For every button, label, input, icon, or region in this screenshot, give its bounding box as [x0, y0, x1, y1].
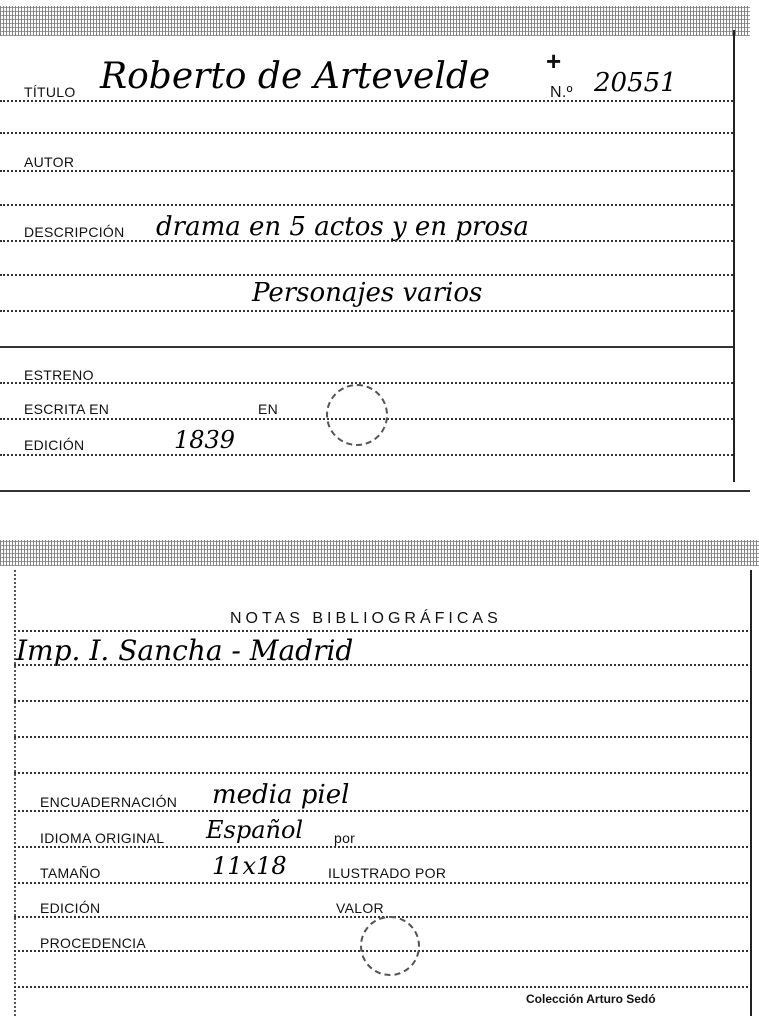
titulo-rule — [0, 100, 733, 102]
idioma-value: Español — [206, 816, 304, 844]
idioma-label: IDIOMA ORIGINAL — [40, 830, 165, 846]
notas-rule-3 — [14, 736, 748, 738]
notas-line1: Imp. I. Sancha - Madrid — [16, 634, 354, 667]
rule-7 — [0, 310, 733, 312]
catalog-card-front — [0, 0, 750, 492]
rule-4 — [0, 204, 733, 206]
numero-value: 20551 — [594, 68, 677, 98]
last-rule — [14, 986, 748, 988]
valor-label: VALOR — [336, 900, 384, 916]
notas-rule-4 — [14, 772, 748, 774]
tamano-label: TAMAÑO — [40, 865, 101, 881]
procedencia-label: PROCEDENCIA — [40, 935, 146, 951]
library-stamp — [360, 916, 420, 976]
edicion-label: EDICIÓN — [24, 437, 85, 453]
estreno-rule — [0, 382, 733, 384]
titulo-value: Roberto de Artevelde — [100, 56, 491, 97]
rule-6 — [0, 274, 733, 276]
encuadernacion-rule — [14, 810, 748, 812]
en-label: EN — [258, 401, 279, 417]
idioma-rule — [14, 846, 748, 848]
autor-label: AUTOR — [24, 154, 75, 170]
tamano-rule — [14, 882, 748, 884]
cross-mark: + — [546, 46, 562, 76]
por-label: por — [334, 830, 356, 846]
tamano-value: 11x18 — [212, 852, 287, 880]
descripcion-value: drama en 5 actos y en prosa — [156, 212, 529, 242]
escrita-en-label: ESCRITA EN — [24, 401, 110, 417]
numero-label: N.º — [550, 84, 573, 101]
estreno-label: ESTRENO — [24, 367, 94, 383]
descripcion-label: DESCRIPCIÓN — [24, 224, 125, 240]
descripcion-rule — [0, 240, 733, 242]
edicion-value: 1839 — [174, 426, 236, 454]
ilustrado-label: ILUSTRADO POR — [328, 865, 447, 881]
notas-rule-1 — [14, 664, 748, 666]
library-stamp — [326, 384, 388, 446]
catalog-card-back — [0, 540, 750, 1028]
rule-8 — [0, 346, 733, 348]
descripcion-line2: Personajes varios — [252, 278, 483, 308]
collection-footer: Colección Arturo Sedó — [526, 992, 656, 1006]
card-top-edge — [0, 540, 759, 566]
encuadernacion-label: ENCUADERNACIÓN — [40, 794, 178, 810]
rule-2 — [0, 132, 733, 134]
edicion-label-2: EDICIÓN — [40, 900, 101, 916]
card-bottom-edge — [0, 490, 750, 492]
notas-rule-2 — [14, 700, 748, 702]
heading-rule — [14, 630, 748, 632]
notas-heading: NOTAS BIBLIOGRÁFICAS — [230, 610, 502, 627]
encuadernacion-value: media piel — [212, 780, 350, 810]
titulo-label: TÍTULO — [24, 84, 76, 100]
edicion-rule — [0, 454, 733, 456]
autor-rule — [0, 170, 733, 172]
